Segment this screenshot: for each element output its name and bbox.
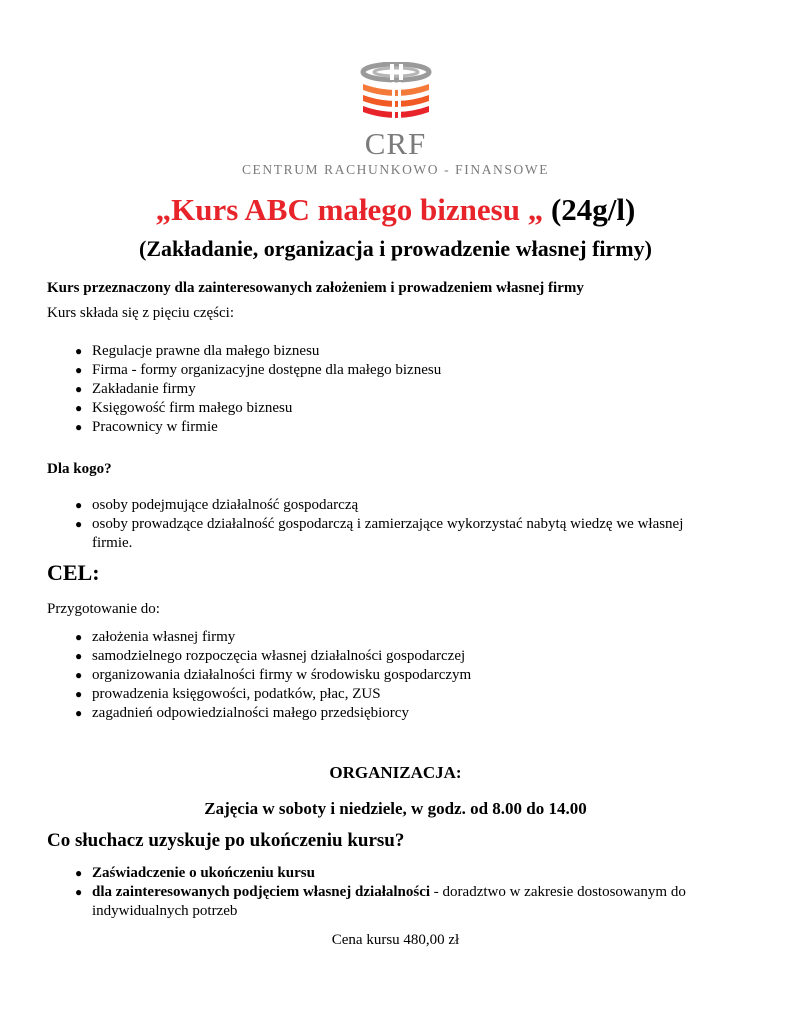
course-title-name: „Kurs ABC małego biznesu „ [155,192,544,227]
list-item: ● Firma - formy organizacyjne dostępne dla małego biznesu [75,362,442,378]
outcome-list [47,864,727,921]
goal-lead: Przygotowanie do: [47,601,160,617]
course-title [0,190,791,230]
list-item: ● Regulacje prawne dla małego biznesu [75,343,320,359]
list-item: ● osoby prowadzące działalność gospodarczą i zamierzające wykorzystać nabytą wiedzę we własnej firmie. [75,516,684,551]
course-title-hours: (24g/l) [543,192,636,227]
company-logo [0,62,791,178]
goal-list [47,628,727,723]
list-item: ● samodzielnego rozpoczęcia własnej działalności gospodarczej [75,648,466,664]
list-item: ● Pracownicy w firmie [75,419,218,435]
crf-logo-icon [356,62,436,126]
list-item: ● Zaświadczenie o ukończeniu kursu [75,865,315,881]
intro-bold-text: Kurs przeznaczony dla zainteresowanych założeniem i prowadzeniem własnej firmy [47,280,584,296]
list-item: ● zagadnień odpowiedzialności małego przedsiębiorcy [75,705,409,721]
list-item: ● Księgowość firm małego biznesu [75,400,293,416]
audience-heading: Dla kogo? [47,461,112,477]
course-subtitle: (Zakładanie, organizacja i prowadzenie własnej firmy) [139,236,652,261]
course-parts-list [47,342,727,437]
intro-text: Kurs składa się z pięciu części: [47,305,235,321]
list-item: ● założenia własnej firmy [75,629,236,645]
list-item: ● Zakładanie firmy [75,381,196,397]
goal-heading: CEL: [47,560,100,585]
list-item: ● prowadzenia księgowości, podatków, płac, ZUS [75,686,381,702]
list-item: ● osoby podejmujące działalność gospodarczą [75,497,359,513]
outcome-heading: Co słuchacz uzyskuje po ukończeniu kursu? [47,830,405,851]
list-item: ● dla zainteresowanych podjęciem własnej działalności - doradztwo w zakresie dostosowanym do indywidualnych potrzeb [75,884,686,919]
logo-abbreviation: CRF [364,126,427,161]
course-price: Cena kursu 480,00 zł [331,932,460,948]
organization-heading: ORGANIZACJA: [329,763,462,782]
logo-full-name: CENTRUM RACHUNKOWO - FINANSOWE [241,162,550,177]
audience-list [47,496,727,553]
list-item: ● organizowania działalności firmy w środowisku gospodarczym [75,667,472,683]
schedule-text: Zajęcia w soboty i niedziele, w godz. od 8.00 do 14.00 [204,799,587,818]
